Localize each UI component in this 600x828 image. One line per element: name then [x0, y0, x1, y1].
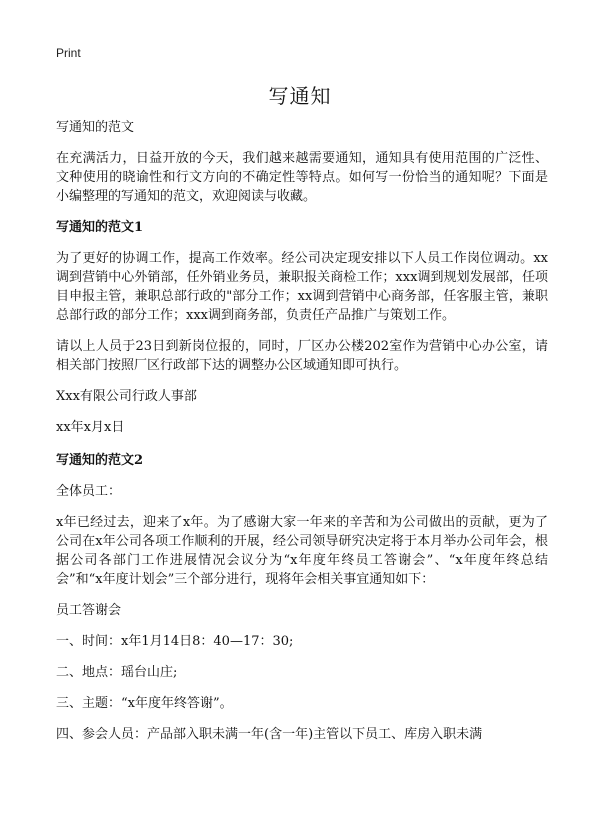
- page-title: 写通知: [268, 84, 332, 108]
- list-item-time: 一、时间：x年1月14日8：40—17：30;: [56, 634, 294, 649]
- event-title: 员工答谢会: [56, 603, 122, 618]
- article-body: [56, 118, 548, 756]
- print-link[interactable]: Print: [56, 46, 81, 60]
- section1-date: xx年x月x日: [56, 420, 125, 435]
- section2-heading: 写通知的范文2: [56, 453, 144, 468]
- section2-paragraph-1: x年已经过去，迎来了x年。为了感谢大家一年来的辛苦和为公司做出的贡献，更为了公司在x年公司各项工作顺利的开展，经公司领导研究决定将于本月举办公司年会，根据公司各部门工作进展情况会议分为“x年度年终员工答谢会”、“x年度年终总结会”和“x年度计划会”三个部分进行，现将年会相关事宜通知如下：: [56, 515, 548, 587]
- section1-signature: Xxx有限公司行政人事部: [56, 389, 197, 404]
- list-item-attendees: 四、参会人员：产品部入职未满一年(含一年)主管以下员工、库房入职未满: [56, 727, 483, 742]
- intro-paragraph: 在充满活力，日益开放的今天，我们越来越需要通知，通知具有使用范围的广泛性、文种使用的晓谕性和行文方向的不确定性等特点。如何写一份恰当的通知呢？下面是小编整理的写通知的范文，欢迎阅读与收藏。: [56, 151, 548, 204]
- list-item-location: 二、地点：瑶台山庄;: [56, 665, 178, 680]
- section1-heading: 写通知的范文1: [56, 220, 144, 235]
- list-item-theme: 三、主题：“x年度年终答谢”。: [56, 696, 233, 711]
- section1-paragraph-2: 请以上人员于23日到新岗位报的，同时，厂区办公楼202室作为营销中心办公室，请相关部门按照厂区行政部下达的调整办公区域通知即可执行。: [56, 339, 548, 373]
- article-subtitle: 写通知的范文: [56, 120, 135, 135]
- section2-salutation: 全体员工：: [56, 484, 122, 499]
- section1-paragraph-1: 为了更好的协调工作，提高工作效率。经公司决定现安排以下人员工作岗位调动。xx调到营销中心外销部，任外销业务员，兼职报关商检工作；xxx调到规划发展部，任项目申报主管，兼职总部行政的"部分工作；xx调到营销中心商务部，任客服主管，兼职总部行政的部分工作；xxx调到商务部，负责任产品推广与策划工作。: [56, 251, 548, 323]
